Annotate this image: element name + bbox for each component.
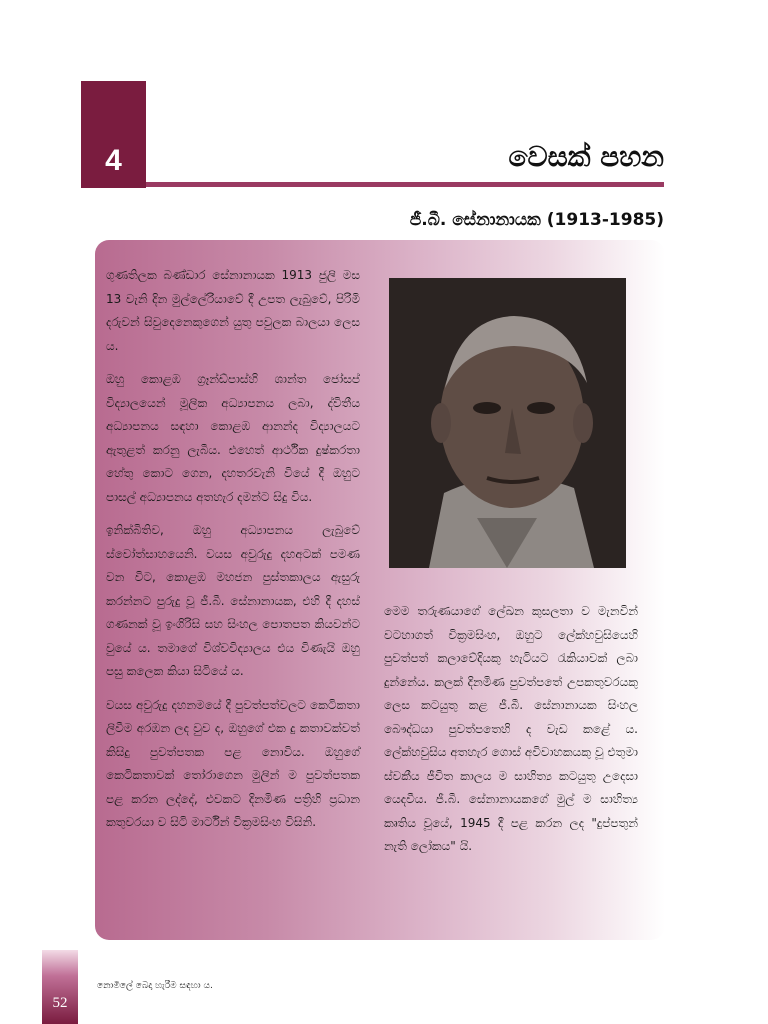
chapter-number: 4 [105, 144, 122, 177]
paragraph: ඉනික්බිතිව, ඔහු අධ්‍යාපනය ලැබුවේ ස්වෝත්සාහයෙනි. වයස අවුරුදු දහඅටක් පමණ වන විට, කොළඹ මහජන පුස්තකාලය ඇසුරු කරන්නට පුරුදු වූ ජී.බී. සේනානායක, එහි දී දහස් ගණනක් වූ ඉංගිරිසි සහ සිංහල පොතපත කියවන්ට වුයේ ය. තමාගේ විශ්වවිද්‍යාලය එය විණැයි ඔහු පසු කලෙක කියා සිටියේ ය. [106, 523, 360, 678]
author-heading: ජී.බී. සේනානායක (1913-1985) [409, 210, 664, 230]
biography-left-column [106, 264, 360, 845]
author-portrait-photo [389, 278, 626, 568]
paragraph: වයස අවුරුදු දහනමයේ දී පුවත්පත්වලට කෙටිකතා ලිවීම අරඹන ලද වුව ද, ඔහුගේ එක දු කතාවක්වත් කිසිදු පුවත්පතක පළ නොවිය. ඔහුගේ කෙටිකතාවක් තෝරාගෙන මුලින් ම පුවත්පතක පළ කරන ලද්දේ, එවකට දිනමිණ පත්‍රිහි ප්‍රධාන කතුවරයා ව සිටි මාර්ටින් වික්‍රමසිංහ විසිනි. [106, 697, 360, 829]
page-number: 52 [52, 995, 68, 1011]
portrait-image [389, 278, 626, 568]
paragraph: ගුණතිලක බණ්ඩාර සේනානායක 1913 ජුලි මස 13 වැනි දින මුල්ලේරියාවේ දී උපත ලැබුවේ, පිරිමි දරුවන් සිවුදෙනෙකුගෙන් යුතු පවුලක බාලයා ලෙස ය. [106, 268, 360, 353]
chapter-number-box [81, 81, 146, 188]
paragraph: ඔහු කොළඹ ග්‍රෑන්ඩ්පාස්හි ශාන්ත ජෝසප් විද්‍යාලයෙන් මූලික අධ්‍යාපනය ලබා, ද්විතීය අධ්‍යාපනය සඳහා කොළඹ ආනන්ද විද්‍යාලයට ඇතුළත් කරනු ලැබීය. එහෙත් ආර්ථික දුෂ්කරතා හේතු කොට ගෙන, දහතරවැනි වියේ දී ඔහුට පාසල් අධ්‍යාපනය අතහැර දමන්ට සිදු විය. [106, 372, 360, 504]
footer-note: නොමිලේ බෙදා හැරීම සඳහා ය. [97, 981, 213, 991]
biography-right-column [384, 600, 638, 859]
paragraph: මෙම තරුණයාගේ ලේඛන කුසලතා ව මැනවින් වටහාගත් වික්‍රමසිංහ, ඔහුට ලේක්හවුසියෙහි පුවත්පත් කලාවේදියකු හැටියට රැකියාවක් ලබා දුන්නේය. කලක් දිනමිණ පුවත්පතේ උපකතුවරයකු ලෙස කටයුතු කළ ජී.බී. සේනානායක සිංහල බෞද්ධයා පුවත්පතෙහි ද වැඩ කළේ ය. ලේක්හවුසිය අතහැර ගොස් අවිවාහකයකු වූ එතුමා ස්වකීය ජීවිත කාලය ම සාහිත්‍ය කටයුතු උදෙසා යෙදවීය. ජී.බී. සේනානායකගේ මුල් ම සාහිත්‍ය කෘතිය වූයේ, 1945 දී පළ කරන ලද "දුප්පතුන් නැති ලෝකය" යි. [384, 604, 638, 853]
page-number-box [42, 950, 78, 1024]
title-underline [146, 182, 664, 187]
chapter-title: වෙසක් පහන [508, 140, 664, 173]
